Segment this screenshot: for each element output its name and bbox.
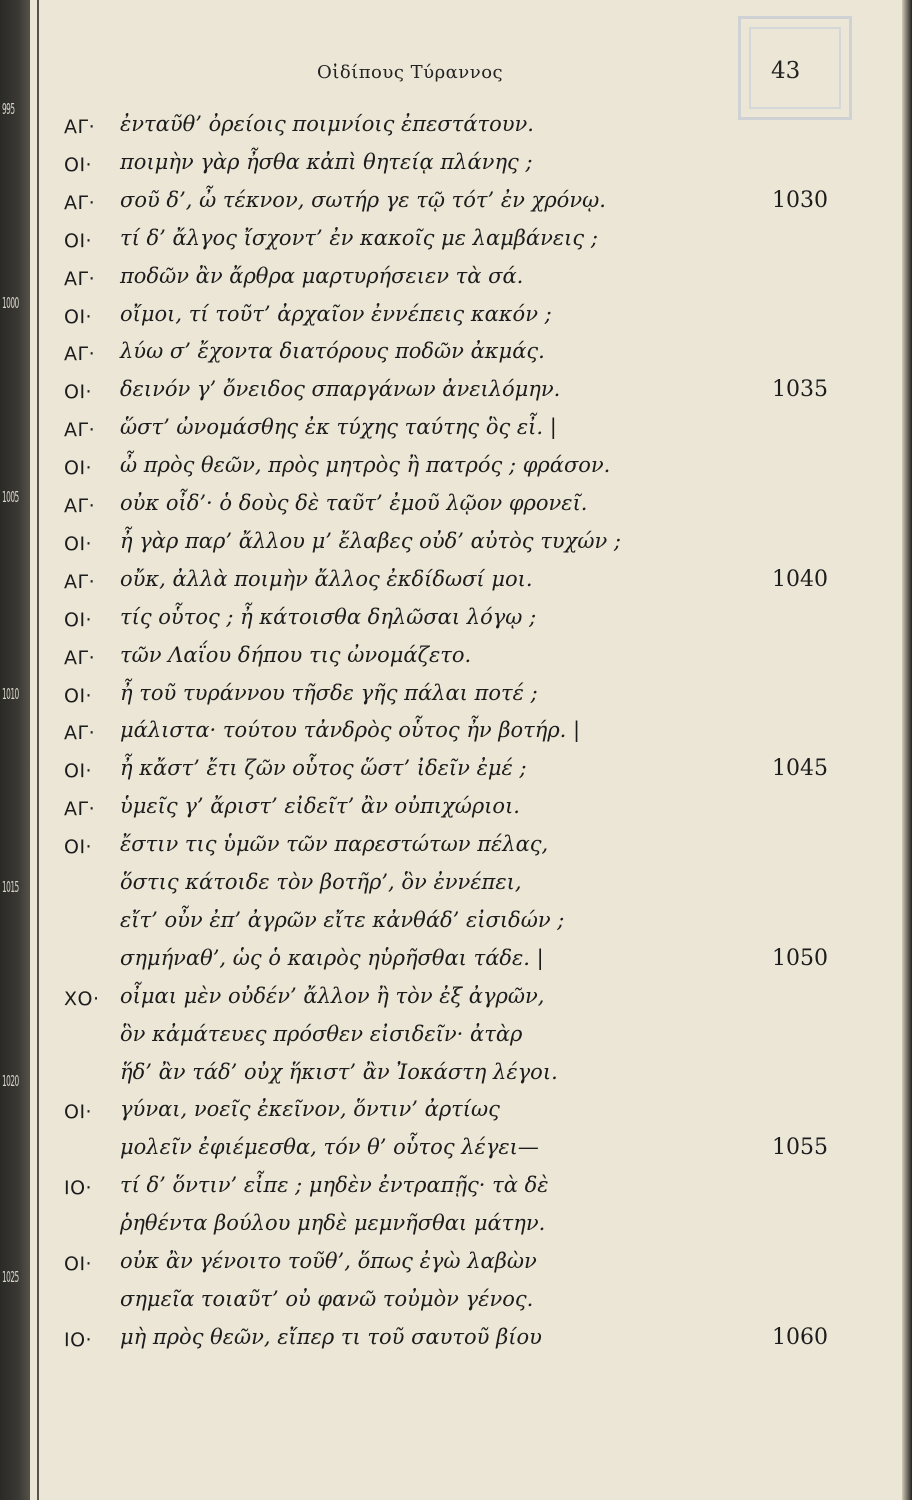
verse-text: οἶμαι μὲν οὐδέν’ ἄλλον ἢ τὸν ἐξ ἀγρῶν, — [120, 983, 545, 1008]
verse-text: ὥστ’ ὠνομάσθης ἐκ τύχης ταύτης ὃς εἶ. | — [120, 415, 557, 440]
speaker-label: ΙΟ· — [64, 1177, 93, 1200]
verse-line — [0, 453, 912, 489]
speaker-label: ΟΙ· — [64, 381, 93, 404]
speaker-label: ΑΓ· — [64, 495, 96, 517]
line-number: 1050 — [772, 945, 828, 971]
speaker-label: ΟΙ· — [64, 457, 93, 480]
verse-text: μὴ πρὸς θεῶν, εἴπερ τι τοῦ σαυτοῦ βίου — [120, 1324, 542, 1349]
speaker-label: ΟΙ· — [64, 305, 93, 328]
verse-text: ἥδ’ ἂν τάδ’ οὐχ ἥκιστ’ ἂν Ἰοκάστη λέγοι. — [120, 1059, 558, 1084]
speaker-label: ΑΓ· — [64, 267, 96, 290]
verse-line — [0, 491, 912, 527]
verse-text: οἴμοι, τί τοῦτ’ ἀρχαῖον ἐννέπεις κακόν ; — [120, 301, 552, 326]
verse-line — [0, 1287, 912, 1323]
verse-line — [0, 1211, 912, 1247]
verse-text: λύω σ’ ἔχοντα διατόρους ποδῶν ἀκμάς. — [120, 339, 545, 364]
verse-line — [0, 377, 912, 413]
verse-text: ὦ πρὸς θεῶν, πρὸς μητρὸς ἢ πατρός ; φράσον. — [120, 453, 611, 478]
line-number: 1030 — [772, 187, 828, 213]
verse-line — [0, 870, 912, 906]
running-title: Οἰδίπους Τύραννος — [317, 62, 504, 83]
speaker-label: ΑΓ· — [64, 646, 96, 669]
speaker-label: ΟΙ· — [64, 1101, 93, 1124]
verse-line — [0, 1097, 912, 1133]
verse-line — [0, 1135, 912, 1171]
verse-line — [0, 756, 912, 792]
verse-text: οὐκ οἶδ’· ὁ δοὺς δὲ ταῦτ’ ἐμοῦ λῷον φρονεῖ. — [120, 491, 588, 515]
verse-text: ὑμεῖς γ’ ἄριστ’ εἰδεῖτ’ ἂν οὐπιχώριοι. — [120, 794, 520, 819]
verse-line — [0, 832, 912, 868]
margin-number: 1010 — [2, 685, 19, 703]
speaker-label: ΑΓ· — [64, 722, 96, 745]
verse-text: ποιμὴν γὰρ ἦσθα κἀπὶ θητείᾳ πλάνης ; — [120, 149, 533, 174]
verse-line — [0, 794, 912, 830]
speaker-label: ΧΟ· — [64, 987, 100, 1010]
verse-text: ἦ τοῦ τυράννου τῆσδε γῆς πάλαι ποτέ ; — [120, 680, 538, 705]
verse-line — [0, 112, 912, 148]
verse-text: ποδῶν ἂν ἄρθρα μαρτυρήσειεν τὰ σά. — [120, 263, 524, 288]
verse-line — [0, 1325, 912, 1361]
verse-line — [0, 1173, 912, 1209]
speaker-label: ΑΓ· — [64, 116, 96, 138]
speaker-label: ΑΓ· — [64, 343, 96, 366]
speaker-label: ΑΓ· — [64, 191, 96, 214]
speaker-label: ΟΙ· — [64, 153, 93, 176]
speaker-label: ΟΙ· — [64, 760, 93, 783]
line-number: 1060 — [772, 1324, 828, 1350]
verse-text: τί δ’ ἄλγος ἴσχοντ’ ἐν κακοῖς με λαμβάνεις ; — [120, 225, 598, 250]
verse-text: ἐνταῦθ’ ὀρείοις ποιμνίοις ἐπεστάτουν. — [120, 112, 534, 136]
verse-line — [0, 718, 912, 754]
verse-text: τῶν Λαΐου δήπου τις ὠνομάζετο. — [120, 642, 472, 667]
verse-text: εἴτ’ οὖν ἐπ’ ἀγρῶν εἴτε κἀνθάδ’ εἰσιδών ; — [120, 907, 565, 932]
verse-text: μάλιστα· τούτου τἀνδρὸς οὗτος ἦν βοτήρ. | — [120, 718, 581, 743]
margin-number: 1025 — [2, 1268, 19, 1286]
verse-text: οὐκ ἂν γένοιτο τοῦθ’, ὅπως ἐγὼ λαβὼν — [120, 1249, 537, 1273]
verse-line — [0, 681, 912, 717]
speaker-label: ΑΓ· — [64, 570, 96, 593]
verse-text: τί δ’ ὅντιν’ εἶπε ; μηδὲν ἐντραπῇς· τὰ δὲ — [120, 1173, 549, 1198]
speaker-label: ΑΓ· — [64, 798, 96, 821]
page-header — [0, 58, 912, 88]
verse-line — [0, 188, 912, 224]
speaker-label: ΙΟ· — [64, 1328, 93, 1351]
verse-text: ἦ γὰρ παρ’ ἄλλου μ’ ἔλαβες οὐδ’ αὐτὸς τυχών ; — [120, 528, 621, 553]
verse-line — [0, 226, 912, 262]
verse-line — [0, 984, 912, 1020]
verse-line — [0, 1249, 912, 1285]
speaker-label: ΟΙ· — [64, 608, 93, 631]
speaker-label: ΟΙ· — [64, 229, 93, 252]
verse-text: σοῦ δ’, ὦ τέκνον, σωτήρ γε τῷ τότ’ ἐν χρόνῳ. — [120, 187, 606, 212]
verse-text: ἦ κἄστ’ ἔτι ζῶν οὗτος ὥστ’ ἰδεῖν ἐμέ ; — [120, 756, 527, 781]
verse-line — [0, 1022, 912, 1058]
verse-line — [0, 302, 912, 338]
verse-text: ὅστις κάτοιδε τὸν βοτῆρ’, ὃν ἐννέπει, — [120, 870, 522, 894]
margin-number: 1015 — [2, 878, 19, 896]
line-number: 1040 — [772, 566, 828, 592]
verse-line — [0, 643, 912, 679]
verse-line — [0, 946, 912, 982]
verse-text: δεινόν γ’ ὄνειδος σπαργάνων ἀνειλόμην. — [120, 377, 561, 402]
verse-line — [0, 339, 912, 375]
verse-line — [0, 264, 912, 300]
speaker-label: ΟΙ· — [64, 836, 93, 859]
verse-line — [0, 567, 912, 603]
verse-line — [0, 908, 912, 944]
verse-text: ὃν κἀμάτευες πρόσθεν εἰσιδεῖν· ἀτὰρ — [120, 1021, 523, 1046]
verse-line — [0, 529, 912, 565]
speaker-label: ΟΙ· — [64, 684, 93, 707]
verse-line — [0, 1060, 912, 1096]
verse-text: τίς οὗτος ; ἦ κάτοισθα δηλῶσαι λόγῳ ; — [120, 604, 537, 629]
speaker-label: ΟΙ· — [64, 1253, 93, 1275]
speaker-label: ΟΙ· — [64, 532, 93, 555]
verse-text: σημήναθ’, ὡς ὁ καιρὸς ηὑρῆσθαι τάδε. | — [120, 945, 544, 970]
verse-text: μολεῖν ἐφιέμεσθα, τόν θ’ οὗτος λέγει— — [120, 1135, 539, 1160]
verse-line — [0, 415, 912, 451]
page-number: 43 — [771, 58, 801, 84]
line-number: 1035 — [772, 377, 828, 403]
verse-text: ῥηθέντα βούλου μηδὲ μεμνῆσθαι μάτην. — [120, 1211, 546, 1236]
verse-text: σημεῖα τοιαῦτ’ οὐ φανῶ τοὐμὸν γένος. — [120, 1286, 534, 1311]
margin-number: 1000 — [2, 294, 19, 312]
verse-text: γύναι, νοεῖς ἐκεῖνον, ὅντιν’ ἀρτίως — [120, 1097, 500, 1122]
speaker-label: ΑΓ· — [64, 419, 96, 442]
verse-line — [0, 150, 912, 186]
line-number: 1045 — [772, 756, 828, 782]
margin-number: 1020 — [2, 1072, 19, 1090]
verse-text: ἔστιν τις ὑμῶν τῶν παρεστώτων πέλας, — [120, 832, 549, 857]
line-number: 1055 — [772, 1135, 828, 1161]
margin-number: 995 — [2, 100, 15, 118]
margin-number: 1005 — [2, 488, 19, 506]
verse-text: οὔκ, ἀλλὰ ποιμὴν ἄλλος ἐκδίδωσί μοι. — [120, 566, 533, 591]
verse-line — [0, 605, 912, 641]
